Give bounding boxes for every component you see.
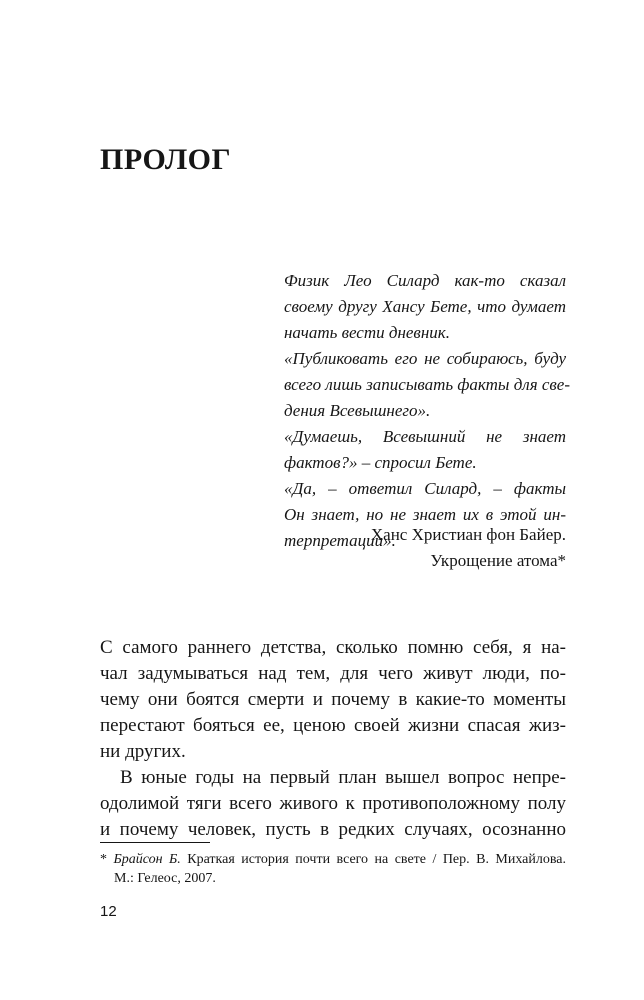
epigraph-line: всего лишь записывать факты для све-	[284, 375, 570, 394]
epigraph-line: Он знает, но не знает их в этой ин-	[284, 505, 566, 524]
body-line: чал задумываться над тем, для чего живут люди, по-	[100, 663, 566, 684]
chapter-title: ПРОЛОГ	[100, 143, 232, 176]
epigraph-line: начать вести дневник.	[284, 323, 450, 342]
footnote-citation: Краткая история почти всего на свете / Пер. В. Михайлова.	[187, 852, 566, 867]
page-number: 12	[100, 903, 117, 920]
epigraph-attribution	[300, 522, 566, 574]
epigraph-line: фактов?» – спросил Бете.	[284, 453, 477, 472]
epigraph-line: терпретации».	[284, 531, 396, 550]
body-line: ни других.	[100, 741, 186, 762]
footnote-line	[100, 850, 566, 869]
body-line: С самого раннего детства, сколько помню себя, я на-	[100, 637, 566, 658]
epigraph-line: «Думаешь, Всевышний не знает	[284, 427, 566, 446]
body-text	[100, 635, 566, 843]
footnote-publisher: М.: Гелеос, 2007.	[114, 871, 216, 886]
epigraph-line: «Публиковать его не собираюсь, буду	[284, 349, 566, 368]
epigraph-line: дения Всевышнего».	[284, 401, 431, 420]
footnote-author: Брайсон Б.	[113, 852, 181, 867]
body-line: В юные годы на первый план вышел вопрос непре-	[120, 767, 566, 788]
epigraph-line: «Да, – ответил Силард, – факты	[284, 479, 566, 498]
footnote	[100, 850, 566, 888]
epigraph	[284, 268, 570, 554]
epigraph-line: Физик Лео Силард как-то сказал	[284, 271, 566, 290]
body-line: перестают бояться ее, ценою своей жизни спасая жиз-	[100, 715, 566, 736]
footnote-divider	[100, 842, 210, 843]
attribution-work: Укрощение атома*	[430, 551, 566, 570]
body-line: одолимой тяги всего живого к противоположному полу	[100, 793, 566, 814]
body-line: чему они боятся смерти и почему в какие-то моменты	[100, 689, 566, 710]
footnote-marker: *	[100, 852, 107, 867]
epigraph-line: своему другу Хансу Бете, что думает	[284, 297, 566, 316]
attribution-author: Ханс Христиан фон Байер.	[370, 525, 566, 544]
body-line: и почему человек, пусть в редких случаях, осознанно	[100, 819, 566, 840]
